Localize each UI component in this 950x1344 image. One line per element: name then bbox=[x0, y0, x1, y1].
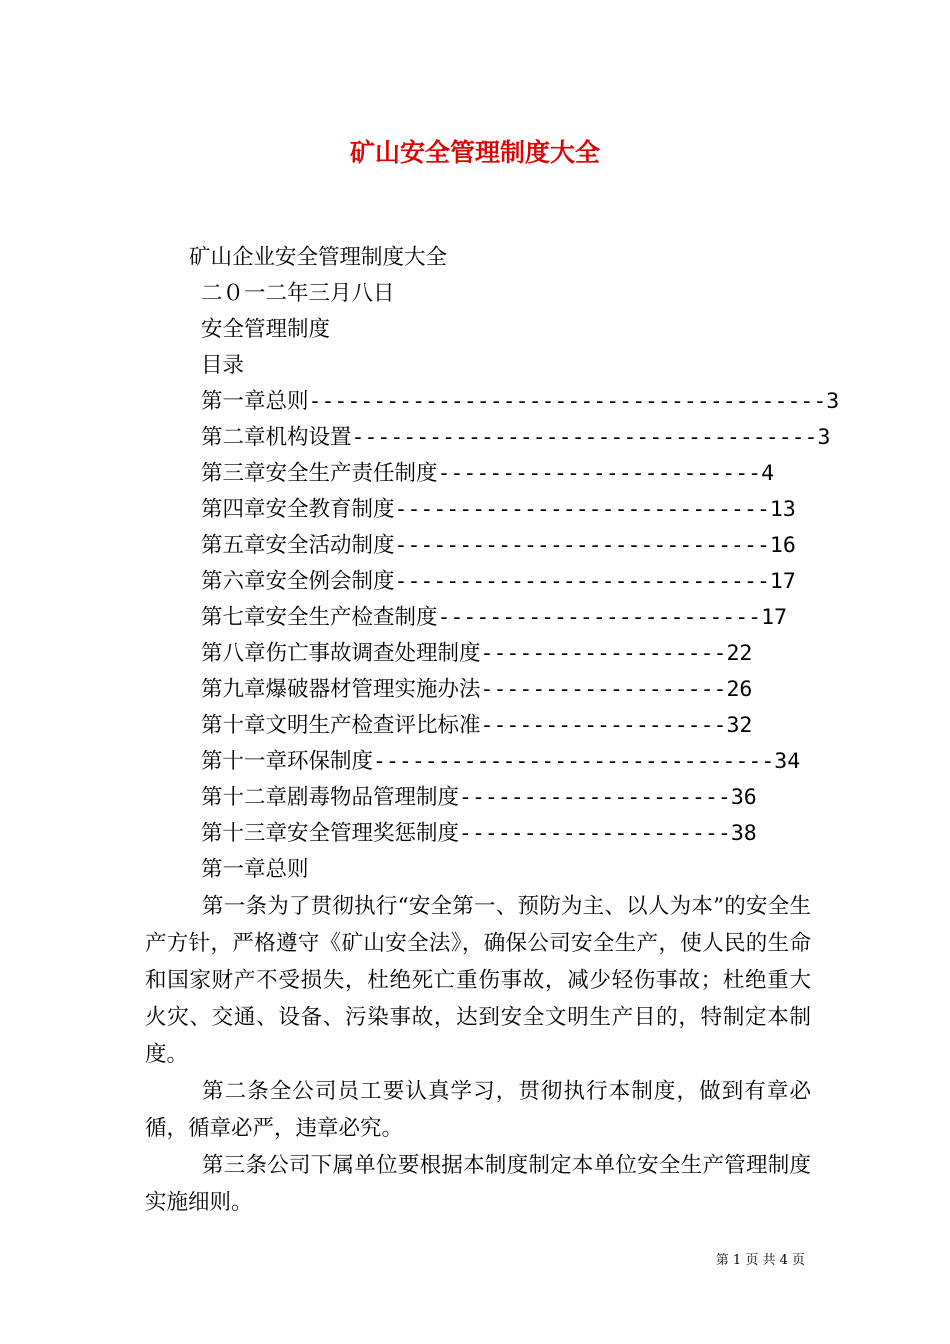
toc-page: 34 bbox=[774, 749, 801, 774]
toc-entry bbox=[201, 492, 796, 528]
toc-dashes: ------------------------------- bbox=[373, 749, 775, 774]
toc-dashes: ----------------------------- bbox=[394, 497, 770, 522]
toc-entry bbox=[201, 420, 830, 456]
document-title: 矿山安全管理制度大全 bbox=[349, 138, 600, 167]
paragraph-article-2: 第二条全公司员工要认真学习，贯彻执行本制度，做到有章必循，循章必严，违章必究。 bbox=[145, 1079, 811, 1141]
paragraph-article-1: 第一条为了贯彻执行“安全第一、预防为主、以人为本”的安全生产方针，严格遵守《矿山安全法》，确保公司安全生产，使人民的生命和国家财产不受损失，杜绝死亡重伤事故，减少轻伤事故；杜绝重大火灾、交通、设备、污染事故，达到安全文明生产目的，特制定本制度。 bbox=[145, 894, 811, 1067]
toc-chapter: 第一章总则 bbox=[201, 389, 309, 414]
toc-entry bbox=[201, 528, 796, 564]
toc-page: 13 bbox=[769, 497, 796, 522]
document-date: 二０一二年三月八日 bbox=[201, 281, 395, 306]
toc-page: 22 bbox=[726, 641, 753, 666]
subtitle: 矿山企业安全管理制度大全 bbox=[189, 245, 448, 270]
toc-chapter: 第七章安全生产检查制度 bbox=[201, 605, 438, 630]
toc-entry bbox=[201, 600, 787, 636]
toc-entry bbox=[201, 672, 752, 708]
toc-entry bbox=[201, 564, 796, 600]
toc-entry bbox=[201, 456, 774, 492]
toc-chapter: 第二章机构设置 bbox=[201, 425, 352, 450]
toc-dashes: ------------------- bbox=[480, 713, 727, 738]
section-title: 安全管理制度 bbox=[201, 317, 331, 342]
toc-dashes: ----------------------------- bbox=[394, 569, 770, 594]
toc-dashes: ---------------------------------------- bbox=[308, 389, 827, 414]
toc-page: 38 bbox=[730, 821, 757, 846]
toc-dashes: ------------------- bbox=[480, 677, 727, 702]
toc-entry bbox=[201, 816, 757, 852]
toc-page: 32 bbox=[726, 713, 753, 738]
page-footer: 第 1 页 共 4 页 bbox=[715, 1253, 805, 1268]
toc-chapter: 第九章爆破器材管理实施办法 bbox=[201, 677, 481, 702]
toc-page: 3 bbox=[817, 425, 831, 450]
toc-page: 4 bbox=[761, 461, 775, 486]
toc-entry bbox=[201, 384, 839, 420]
toc-entry bbox=[201, 744, 800, 780]
toc-entry bbox=[201, 636, 752, 672]
toc-dashes: --------------------- bbox=[459, 785, 731, 810]
toc-chapter: 第十二章剧毒物品管理制度 bbox=[201, 785, 460, 810]
toc-page: 16 bbox=[769, 533, 796, 558]
toc-dashes: ----------------------------- bbox=[394, 533, 770, 558]
toc-chapter: 第十一章环保制度 bbox=[201, 749, 374, 774]
toc-page: 26 bbox=[726, 677, 753, 702]
toc-entry bbox=[201, 708, 752, 744]
toc-dashes: ------------------------------------ bbox=[351, 425, 818, 450]
toc-chapter: 第十三章安全管理奖惩制度 bbox=[201, 821, 460, 846]
toc-chapter: 第五章安全活动制度 bbox=[201, 533, 395, 558]
toc-page: 17 bbox=[769, 569, 796, 594]
toc-chapter: 第六章安全例会制度 bbox=[201, 569, 395, 594]
chapter-heading: 第一章总则 bbox=[201, 857, 309, 882]
toc-entry bbox=[201, 780, 757, 816]
toc-page: 17 bbox=[761, 605, 788, 630]
toc-dashes: --------------------- bbox=[459, 821, 731, 846]
toc-dashes: ------------------------- bbox=[437, 605, 762, 630]
toc-chapter: 第八章伤亡事故调查处理制度 bbox=[201, 641, 481, 666]
toc-chapter: 第四章安全教育制度 bbox=[201, 497, 395, 522]
toc-heading: 目录 bbox=[201, 353, 245, 378]
toc-chapter: 第十章文明生产检查评比标准 bbox=[201, 713, 481, 738]
toc-page: 36 bbox=[730, 785, 757, 810]
toc-chapter: 第三章安全生产责任制度 bbox=[201, 461, 438, 486]
toc-dashes: ------------------- bbox=[480, 641, 727, 666]
paragraph-article-3: 第三条公司下属单位要根据本制度制定本单位安全生产管理制度实施细则。 bbox=[145, 1153, 811, 1215]
toc-page: 3 bbox=[826, 389, 840, 414]
toc-dashes: ------------------------- bbox=[437, 461, 762, 486]
